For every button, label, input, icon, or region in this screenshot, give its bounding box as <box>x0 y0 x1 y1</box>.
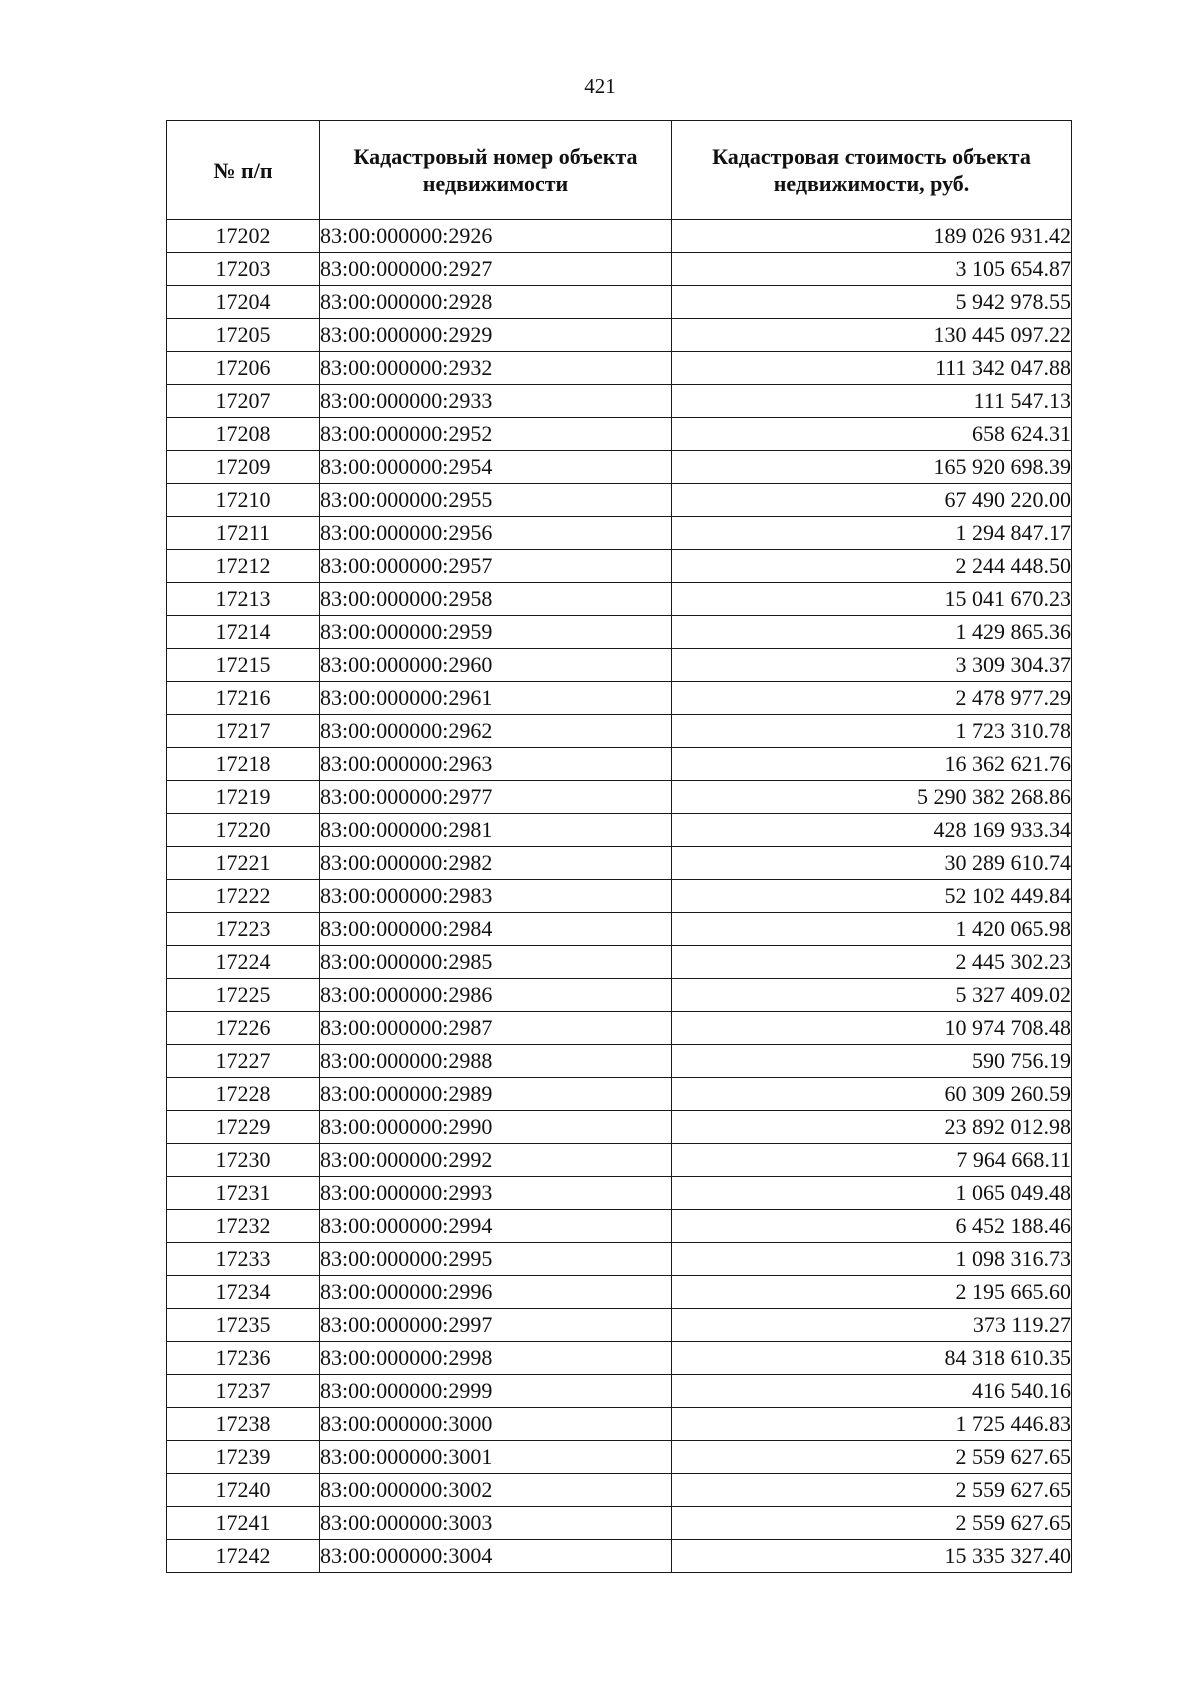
table-row <box>167 1507 1072 1540</box>
cadastral-value-cell: 1 420 065.98 <box>672 913 1072 946</box>
table-row <box>167 319 1072 352</box>
table-row <box>167 1540 1072 1573</box>
table-row <box>167 979 1072 1012</box>
table-row <box>167 220 1072 253</box>
table-row <box>167 253 1072 286</box>
table-row <box>167 1012 1072 1045</box>
row-number-cell: 17232 <box>167 1210 320 1243</box>
table-row <box>167 1408 1072 1441</box>
cadastral-number-cell: 83:00:000000:3004 <box>320 1540 672 1573</box>
row-number-cell: 17208 <box>167 418 320 451</box>
cadastral-value-cell: 416 540.16 <box>672 1375 1072 1408</box>
row-number-cell: 17230 <box>167 1144 320 1177</box>
row-number-cell: 17234 <box>167 1276 320 1309</box>
row-number-cell: 17213 <box>167 583 320 616</box>
cadastral-value-cell: 658 624.31 <box>672 418 1072 451</box>
table-row <box>167 748 1072 781</box>
cadastral-number-cell: 83:00:000000:2962 <box>320 715 672 748</box>
cadastral-value-cell: 10 974 708.48 <box>672 1012 1072 1045</box>
cadastral-number-cell: 83:00:000000:2963 <box>320 748 672 781</box>
row-number-cell: 17202 <box>167 220 320 253</box>
cadastral-number-cell: 83:00:000000:2977 <box>320 781 672 814</box>
row-number-cell: 17225 <box>167 979 320 1012</box>
table-row <box>167 682 1072 715</box>
table-row <box>167 1045 1072 1078</box>
row-number-cell: 17239 <box>167 1441 320 1474</box>
row-number-cell: 17203 <box>167 253 320 286</box>
table-row <box>167 1177 1072 1210</box>
cadastral-number-cell: 83:00:000000:2981 <box>320 814 672 847</box>
cadastral-value-cell: 1 723 310.78 <box>672 715 1072 748</box>
cadastral-value-cell: 5 327 409.02 <box>672 979 1072 1012</box>
cadastral-number-cell: 83:00:000000:2952 <box>320 418 672 451</box>
cadastral-number-cell: 83:00:000000:2927 <box>320 253 672 286</box>
row-number-cell: 17219 <box>167 781 320 814</box>
row-number-cell: 17218 <box>167 748 320 781</box>
cadastral-value-cell: 165 920 698.39 <box>672 451 1072 484</box>
row-number-cell: 17233 <box>167 1243 320 1276</box>
cadastral-value-table <box>166 120 1072 1573</box>
cadastral-number-cell: 83:00:000000:2956 <box>320 517 672 550</box>
cadastral-number-cell: 83:00:000000:2993 <box>320 1177 672 1210</box>
cadastral-value-cell: 2 559 627.65 <box>672 1474 1072 1507</box>
cadastral-number-cell: 83:00:000000:2994 <box>320 1210 672 1243</box>
table-row <box>167 616 1072 649</box>
table-row <box>167 1210 1072 1243</box>
cadastral-number-cell: 83:00:000000:2982 <box>320 847 672 880</box>
cadastral-value-cell: 1 429 865.36 <box>672 616 1072 649</box>
cadastral-number-cell: 83:00:000000:2989 <box>320 1078 672 1111</box>
table-row <box>167 715 1072 748</box>
row-number-cell: 17204 <box>167 286 320 319</box>
cadastral-number-cell: 83:00:000000:2998 <box>320 1342 672 1375</box>
row-number-cell: 17215 <box>167 649 320 682</box>
cadastral-number-cell: 83:00:000000:2957 <box>320 550 672 583</box>
table-row <box>167 352 1072 385</box>
table-row <box>167 913 1072 946</box>
row-number-cell: 17210 <box>167 484 320 517</box>
row-number-cell: 17227 <box>167 1045 320 1078</box>
cadastral-value-cell: 7 964 668.11 <box>672 1144 1072 1177</box>
cadastral-value-cell: 1 294 847.17 <box>672 517 1072 550</box>
row-number-cell: 17231 <box>167 1177 320 1210</box>
table-row <box>167 1144 1072 1177</box>
cadastral-number-cell: 83:00:000000:2997 <box>320 1309 672 1342</box>
cadastral-value-cell: 1 065 049.48 <box>672 1177 1072 1210</box>
row-number-cell: 17212 <box>167 550 320 583</box>
cadastral-value-cell: 2 559 627.65 <box>672 1441 1072 1474</box>
cadastral-number-cell: 83:00:000000:2986 <box>320 979 672 1012</box>
cadastral-number-cell: 83:00:000000:2959 <box>320 616 672 649</box>
cadastral-number-cell: 83:00:000000:2928 <box>320 286 672 319</box>
cadastral-value-cell: 111 342 047.88 <box>672 352 1072 385</box>
row-number-cell: 17209 <box>167 451 320 484</box>
cadastral-value-cell: 189 026 931.42 <box>672 220 1072 253</box>
cadastral-value-cell: 16 362 621.76 <box>672 748 1072 781</box>
row-number-cell: 17205 <box>167 319 320 352</box>
table-row <box>167 484 1072 517</box>
cadastral-value-cell: 3 309 304.37 <box>672 649 1072 682</box>
cadastral-value-cell: 373 119.27 <box>672 1309 1072 1342</box>
table-row <box>167 781 1072 814</box>
table-row <box>167 1111 1072 1144</box>
cadastral-number-cell: 83:00:000000:2933 <box>320 385 672 418</box>
table-row <box>167 451 1072 484</box>
cadastral-value-cell: 3 105 654.87 <box>672 253 1072 286</box>
cadastral-value-cell: 5 290 382 268.86 <box>672 781 1072 814</box>
cadastral-value-cell: 15 041 670.23 <box>672 583 1072 616</box>
cadastral-value-cell: 111 547.13 <box>672 385 1072 418</box>
cadastral-number-cell: 83:00:000000:2958 <box>320 583 672 616</box>
row-number-cell: 17222 <box>167 880 320 913</box>
cadastral-number-cell: 83:00:000000:2987 <box>320 1012 672 1045</box>
row-number-cell: 17223 <box>167 913 320 946</box>
row-number-cell: 17220 <box>167 814 320 847</box>
cadastral-value-cell: 84 318 610.35 <box>672 1342 1072 1375</box>
cadastral-value-cell: 67 490 220.00 <box>672 484 1072 517</box>
table-row <box>167 946 1072 979</box>
cadastral-value-cell: 5 942 978.55 <box>672 286 1072 319</box>
cadastral-number-cell: 83:00:000000:2960 <box>320 649 672 682</box>
table-row <box>167 1441 1072 1474</box>
row-number-cell: 17235 <box>167 1309 320 1342</box>
cadastral-number-cell: 83:00:000000:2992 <box>320 1144 672 1177</box>
cadastral-value-cell: 1 098 316.73 <box>672 1243 1072 1276</box>
table-row <box>167 418 1072 451</box>
table-row <box>167 880 1072 913</box>
row-number-cell: 17217 <box>167 715 320 748</box>
cadastral-number-cell: 83:00:000000:2983 <box>320 880 672 913</box>
cadastral-number-cell: 83:00:000000:2996 <box>320 1276 672 1309</box>
cadastral-number-cell: 83:00:000000:2995 <box>320 1243 672 1276</box>
row-number-cell: 17221 <box>167 847 320 880</box>
table-row <box>167 847 1072 880</box>
table-body <box>167 220 1072 1573</box>
cadastral-value-cell: 60 309 260.59 <box>672 1078 1072 1111</box>
table-row <box>167 1078 1072 1111</box>
table-row <box>167 649 1072 682</box>
cadastral-value-cell: 23 892 012.98 <box>672 1111 1072 1144</box>
row-number-cell: 17214 <box>167 616 320 649</box>
cadastral-value-cell: 2 195 665.60 <box>672 1276 1072 1309</box>
row-number-cell: 17238 <box>167 1408 320 1441</box>
cadastral-value-cell: 590 756.19 <box>672 1045 1072 1078</box>
cadastral-number-cell: 83:00:000000:2999 <box>320 1375 672 1408</box>
cadastral-number-cell: 83:00:000000:2954 <box>320 451 672 484</box>
row-number-cell: 17229 <box>167 1111 320 1144</box>
row-number-cell: 17226 <box>167 1012 320 1045</box>
cadastral-number-cell: 83:00:000000:2990 <box>320 1111 672 1144</box>
header-cadastral-value: Кадастровая стоимость объекта недвижимости, руб. <box>672 121 1072 220</box>
cadastral-number-cell: 83:00:000000:2961 <box>320 682 672 715</box>
row-number-cell: 17242 <box>167 1540 320 1573</box>
row-number-cell: 17211 <box>167 517 320 550</box>
cadastral-number-cell: 83:00:000000:3000 <box>320 1408 672 1441</box>
cadastral-value-cell: 30 289 610.74 <box>672 847 1072 880</box>
table-header-row <box>167 121 1072 220</box>
cadastral-value-cell: 52 102 449.84 <box>672 880 1072 913</box>
cadastral-value-cell: 428 169 933.34 <box>672 814 1072 847</box>
cadastral-number-cell: 83:00:000000:2988 <box>320 1045 672 1078</box>
cadastral-value-cell: 15 335 327.40 <box>672 1540 1072 1573</box>
table-row <box>167 814 1072 847</box>
cadastral-number-cell: 83:00:000000:2984 <box>320 913 672 946</box>
cadastral-number-cell: 83:00:000000:2929 <box>320 319 672 352</box>
table-row <box>167 1342 1072 1375</box>
page-number: 421 <box>584 74 616 98</box>
row-number-cell: 17224 <box>167 946 320 979</box>
cadastral-value-cell: 2 478 977.29 <box>672 682 1072 715</box>
row-number-cell: 17240 <box>167 1474 320 1507</box>
row-number-cell: 17237 <box>167 1375 320 1408</box>
header-cadastral-number: Кадастровый номер объекта недвижимости <box>320 121 672 220</box>
cadastral-value-cell: 2 559 627.65 <box>672 1507 1072 1540</box>
cadastral-value-cell: 2 244 448.50 <box>672 550 1072 583</box>
cadastral-number-cell: 83:00:000000:2985 <box>320 946 672 979</box>
cadastral-number-cell: 83:00:000000:2926 <box>320 220 672 253</box>
cadastral-value-cell: 130 445 097.22 <box>672 319 1072 352</box>
cadastral-number-cell: 83:00:000000:3003 <box>320 1507 672 1540</box>
table-row <box>167 385 1072 418</box>
table-row <box>167 583 1072 616</box>
row-number-cell: 17207 <box>167 385 320 418</box>
cadastral-number-cell: 83:00:000000:2932 <box>320 352 672 385</box>
header-row-number: № п/п <box>167 121 320 220</box>
table-row <box>167 1474 1072 1507</box>
table-row <box>167 286 1072 319</box>
row-number-cell: 17236 <box>167 1342 320 1375</box>
cadastral-number-cell: 83:00:000000:2955 <box>320 484 672 517</box>
table-row <box>167 550 1072 583</box>
row-number-cell: 17241 <box>167 1507 320 1540</box>
row-number-cell: 17216 <box>167 682 320 715</box>
cadastral-value-cell: 1 725 446.83 <box>672 1408 1072 1441</box>
row-number-cell: 17228 <box>167 1078 320 1111</box>
table-row <box>167 1375 1072 1408</box>
table-row <box>167 517 1072 550</box>
cadastral-value-cell: 2 445 302.23 <box>672 946 1072 979</box>
table-row <box>167 1309 1072 1342</box>
cadastral-number-cell: 83:00:000000:3001 <box>320 1441 672 1474</box>
table-row <box>167 1243 1072 1276</box>
row-number-cell: 17206 <box>167 352 320 385</box>
table-row <box>167 1276 1072 1309</box>
cadastral-value-cell: 6 452 188.46 <box>672 1210 1072 1243</box>
cadastral-number-cell: 83:00:000000:3002 <box>320 1474 672 1507</box>
